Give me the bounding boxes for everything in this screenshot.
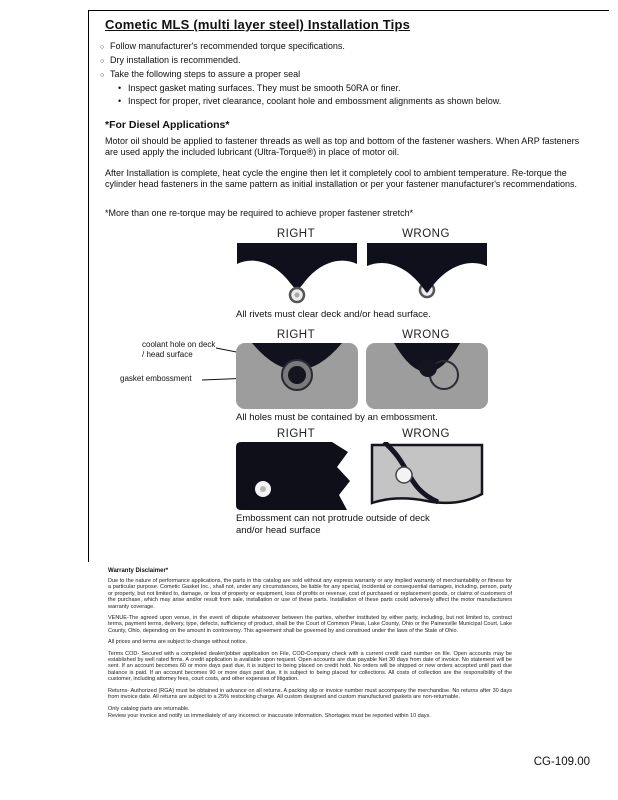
- dot-bullet-icon: •: [118, 83, 122, 93]
- tip-item: [100, 40, 595, 54]
- tips-list: [100, 40, 595, 108]
- row3-caption: [236, 513, 430, 536]
- rivet-clearance-right-diagram: [236, 243, 358, 307]
- warranty-disclaimer-heading: Warranty Disclaimer*: [108, 568, 169, 574]
- top-rule: [88, 10, 609, 11]
- retorque-note: *More than one re-torque may be required to achieve proper fastener stretch*: [105, 208, 414, 218]
- diesel-paragraph-1: Motor oil should be applied to fastener threads as well as top and bottom of the fastener washers. When ARP fasteners are used apply the included lubricant (Ultra-Torque®) in place of motor oil.: [105, 136, 580, 157]
- row3-caption-line2: and/or head surface: [236, 524, 321, 536]
- tip-text: Dry installation is recommended.: [110, 55, 241, 65]
- row2-caption: All holes must be contained by an embossment.: [236, 412, 438, 423]
- embossment-containment-wrong-diagram: [366, 343, 488, 409]
- row3-caption-line1: Embossment can not protrude outside of deck: [236, 513, 430, 524]
- diesel-paragraph-2: After Installation is complete, heat cycle the engine then let it completely cool to ambient temperature. Re-torque the cylinder head fasteners in the same pattern as initial installation or per your fastener manufacturer's recommendations.: [105, 168, 577, 189]
- row1-caption: All rivets must clear deck and/or head surface.: [236, 309, 431, 320]
- page-number: CG-109.00: [533, 756, 590, 768]
- circle-bullet-icon: ○: [100, 58, 105, 65]
- embossment-protrusion-wrong-diagram: [366, 442, 488, 510]
- embossment-protrusion-right-diagram: [236, 442, 358, 510]
- tip-text: Inspect gasket mating surfaces. They must be smooth 50RA or finer.: [128, 83, 401, 93]
- legal-paragraph: Terms COD- Secured with a completed dealer/jobber application on File, COD-Company check with a current credit card number on file. Open accounts may be established by well rated firms. A credit application is available upon request. Open accounts are due payable Net 30 days from date of invoice. No statement will be sent. If an account becomes 60 or more days past due, it is subject to being placed on credit hold. No orders will be shipped or new orders accepted until past due balance is paid. If an account becomes 90 or more days past due, it is subject to being placed for collections. All costs of collection are the responsibility of the customer, including attorney fees, court costs, and other expenses of litigation.: [108, 650, 512, 683]
- tip-text: Take the following steps to assure a proper seal: [110, 69, 301, 79]
- circle-bullet-icon: ○: [100, 72, 105, 79]
- row3-wrong-label: WRONG: [402, 428, 450, 440]
- legal-paragraph: Only catalog parts are returnable.: [108, 705, 190, 712]
- rivet-clearance-wrong-diagram: [366, 243, 488, 307]
- row1-wrong-label: WRONG: [402, 228, 450, 240]
- gasket-embossment-label: gasket embossment: [120, 374, 192, 383]
- tip-text: Follow manufacturer's recommended torque specifications.: [110, 41, 345, 51]
- row2-right-label: RIGHT: [276, 329, 316, 341]
- row3-right-label: RIGHT: [276, 428, 316, 440]
- tip-text: Inspect for proper, rivet clearance, coolant hole and embossment alignments as shown below.: [128, 96, 502, 106]
- legal-paragraph: All prices and terms are subject to change without notice.: [108, 639, 248, 646]
- legal-paragraph: Review your invoice and notify us immediately of any incorrect or inaccurate information. Shortages must be reported within 10 days.: [108, 712, 431, 719]
- legal-section: [108, 568, 512, 724]
- circle-bullet-icon: ○: [100, 44, 105, 51]
- diesel-heading: *For Diesel Applications*: [105, 119, 230, 131]
- row2-wrong-label: WRONG: [402, 329, 450, 341]
- legal-paragraph: VENUE-The agreed upon venue, in the event of dispute whatsoever between the parties, whether instituted by either party, including, but not limited to, contract terms, payment terms, delivery, type, defects, sufficiency of product, shall be the Court of Common Pleas, Lake County, Ohio or the Painesville Municipal Court, Lake County, Ohio, depending on the amount in controversy. This agreement shall be governed by and construed under the laws of the State of Ohio.: [108, 615, 512, 634]
- tip-item: [100, 68, 595, 82]
- tip-item: [100, 54, 595, 68]
- embossment-containment-right-diagram: [236, 343, 358, 409]
- page-title: Cometic MLS (multi layer steel) Installation Tips: [105, 17, 411, 32]
- left-rule: [88, 10, 89, 562]
- coolant-hole-label: coolant hole on deck / head surface: [142, 340, 216, 359]
- legal-paragraph: Due to the nature of performance applications, the parts in this catalog are sold without any express warranty or any implied warranty of merchantability or fitness for a particular purpose. Cometic Gasket Inc., shall not, under any circumstances, be liable for any special, incidental or consequential damages, including, person, party or property, but not limited to, damage, or loss of property or equipment, loss of profits or revenue, cost of purchased or replacement goods, or claims of customers of the purchase, which may arise and/or result from sale, installation or use of these parts. Installation of these parts could adversely affect the motor manufacturers warranty coverage.: [108, 578, 512, 610]
- tip-sub-item: [100, 95, 595, 108]
- dot-bullet-icon: •: [118, 96, 122, 106]
- row1-right-label: RIGHT: [276, 228, 316, 240]
- legal-paragraph: Returns- Authorized (RGA) must be obtained in advance on all returns. A packing slip or invoice number must accompany the merchandise. No returns after 30 days from invoice date. All returns are subject to a 25% restocking charge. All custom designed and custom manufactured gaskets are non-returnable.: [108, 687, 512, 701]
- tip-sub-item: [100, 82, 595, 95]
